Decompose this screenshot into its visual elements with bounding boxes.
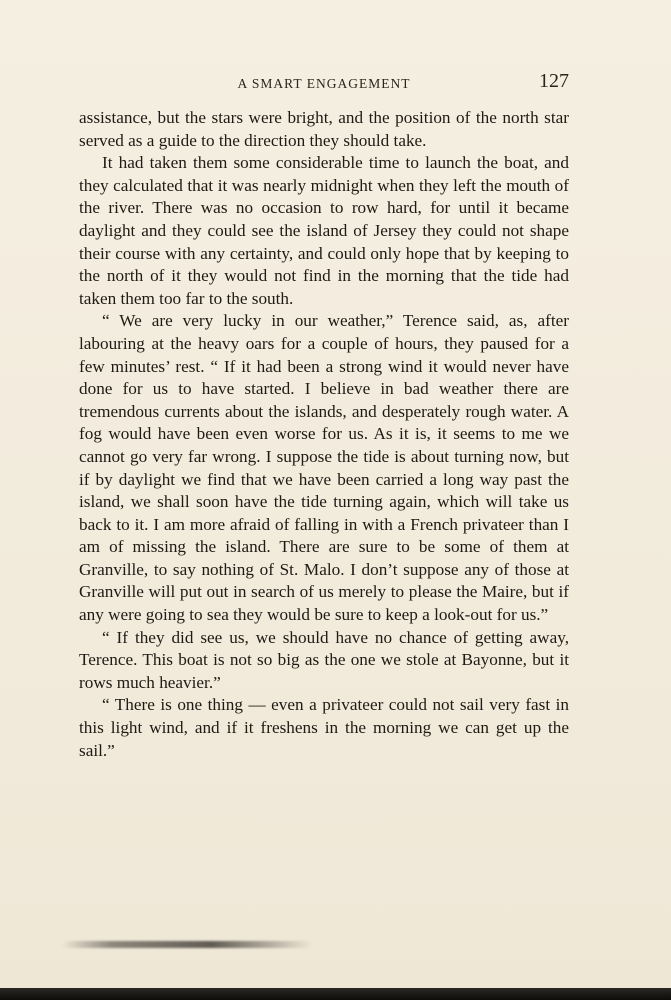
paragraph-3: “ We are very lucky in our weather,” Terence said, as, after labouring at the heavy oars for a couple of hours, they paused for a few minutes’ rest. “ If it had been a strong wind it would never have done for us to have started. I believe in bad weather there are tremendous currents about the islands, and desperately rough water. A fog would have been even worse for us. As it is, it seems to me we cannot go very far wrong. I suppose the tide is about turning now, but if by daylight we find that we have been carried a long way past the island, we shall soon have the tide turning again, which will take us back to it. I am more afraid of falling in with a French privateer than I am of missing the island. There are sure to be some of them at Granville, to say nothing of St. Malo. I don’t suppose any of those at Granville will put out in search of us merely to please the Maire, but if any were going to sea they would be sure to keep a look-out for us.” — [79, 311, 569, 625]
body-text — [79, 107, 569, 762]
paragraph-1: assistance, but the stars were bright, and the position of the north star served as a guide to the direction they should take. — [79, 108, 569, 150]
paragraph-2: It had taken them some considerable time to launch the boat, and they calculated that it was nearly midnight when they left the mouth of the river. There was no occasion to row hard, for until it became daylight and they could see the island of Jersey they could not shape their course with any certainty, and could only hope that by keeping to the north of it they would not find in the morning that the tide had taken them too far to the south. — [79, 153, 569, 308]
scan-smudge — [62, 941, 312, 948]
running-title: A SMART ENGAGEMENT — [237, 76, 411, 91]
paragraph-5: “ There is one thing — even a privateer could not sail very fast in this light wind, and if it freshens in the morning we can get up the sail.” — [79, 695, 569, 760]
page-number: 127 — [539, 70, 569, 92]
page-header — [79, 70, 569, 94]
scan-bottom-edge — [0, 988, 671, 1000]
paragraph-4: “ If they did see us, we should have no chance of getting away, Terence. This boat is not so big as the one we stole at Bayonne, but it rows much heavier.” — [79, 627, 569, 692]
